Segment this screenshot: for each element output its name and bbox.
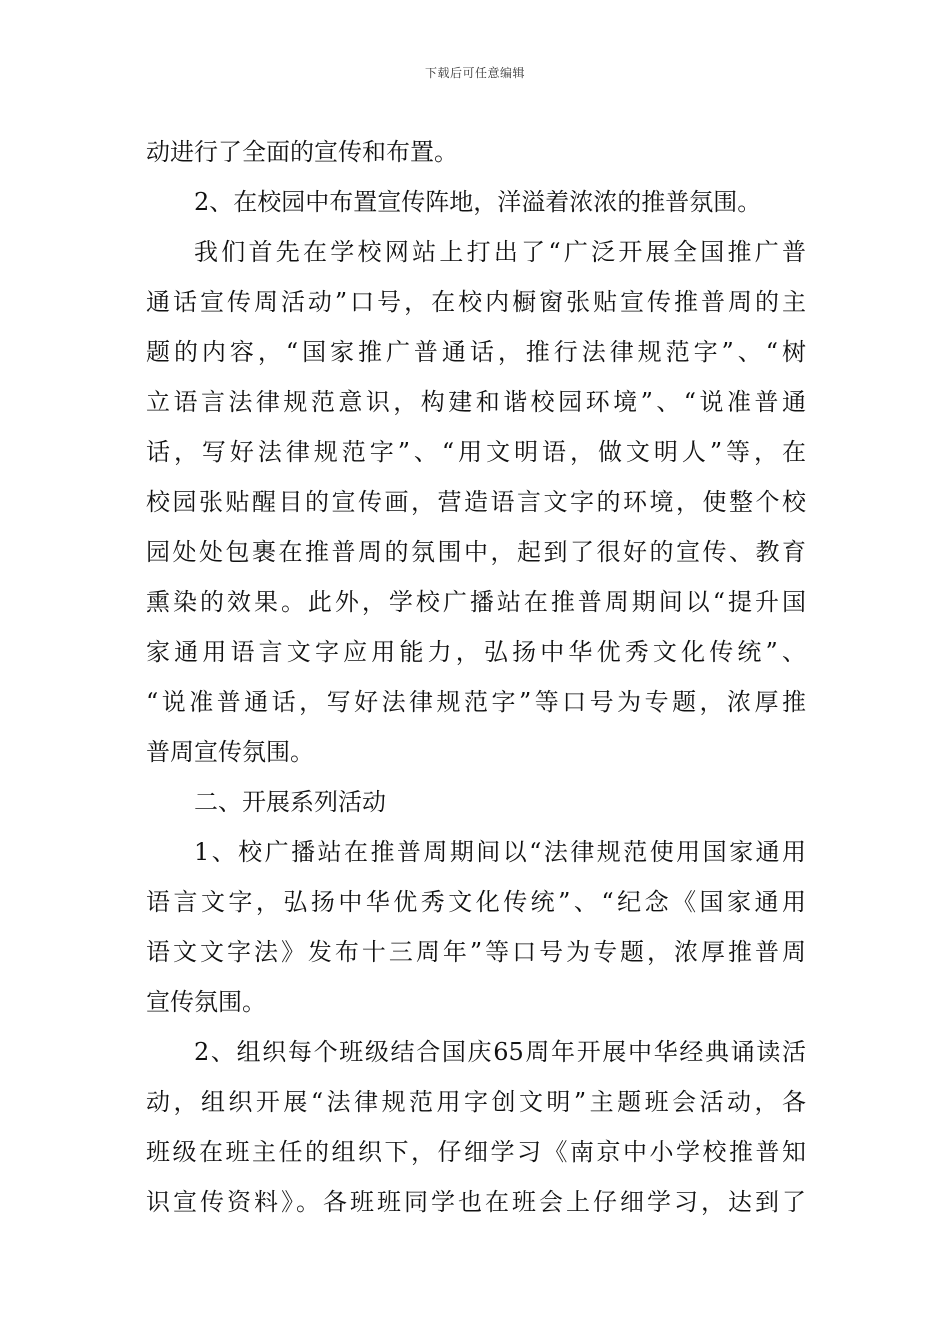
text-line: 熏染的效果。此外，学校广播站在推普周期间以“提升国 — [146, 588, 806, 616]
text-line: “说准普通话，写好法律规范字”等口号为专题，浓厚推 — [146, 688, 806, 716]
text-line: 1、校广播站在推普周期间以“法律规范使用国家通用 — [194, 838, 806, 866]
text-line: 园处处包裹在推普周的氛围中，起到了很好的宣传、教育 — [146, 538, 806, 566]
text-line: 语言文字，弘扬中华优秀文化传统”、“纪念《国家通用 — [146, 888, 806, 916]
text-line: 普周宣传氛围。 — [146, 738, 314, 766]
document-body — [146, 127, 806, 1227]
text-line: 语文文字法》发布十三周年”等口号为专题，浓厚推普周 — [146, 938, 806, 966]
text-line: 校园张贴醒目的宣传画，营造语言文字的环境，使整个校 — [146, 488, 806, 516]
text-line: 动，组织开展“法律规范用字创文明”主题班会活动，各 — [146, 1088, 806, 1116]
text-line: 识宣传资料》。各班班同学也在班会上仔细学习，达到了 — [146, 1188, 806, 1216]
text-line: 宣传氛围。 — [146, 988, 266, 1016]
page-header: 下载后可任意编辑 — [424, 66, 525, 80]
text-line: 话，写好法律规范字”、“用文明语，做文明人”等，在 — [146, 438, 806, 466]
text-line: 立语言法律规范意识，构建和谐校园环境”、“说准普通 — [146, 388, 806, 416]
text-line: 题的内容，“国家推广普通话，推行法律规范字”、“树 — [146, 338, 806, 366]
text-line: 2、组织每个班级结合国庆65周年开展中华经典诵读活 — [194, 1038, 806, 1066]
text-line: 2、在校园中布置宣传阵地，洋溢着浓浓的推普氛围。 — [194, 188, 762, 216]
section-heading: 二、开展系列活动 — [194, 788, 386, 816]
text-line: 家通用语言文字应用能力，弘扬中华优秀文化传统”、 — [146, 638, 806, 666]
text-line: 动进行了全面的宣传和布置。 — [146, 138, 458, 166]
text-line: 我们首先在学校网站上打出了“广泛开展全国推广普 — [194, 238, 806, 266]
text-line: 通话宣传周活动”口号，在校内橱窗张贴宣传推普周的主 — [146, 288, 806, 316]
text-line: 班级在班主任的组织下，仔细学习《南京中小学校推普知 — [146, 1138, 806, 1166]
